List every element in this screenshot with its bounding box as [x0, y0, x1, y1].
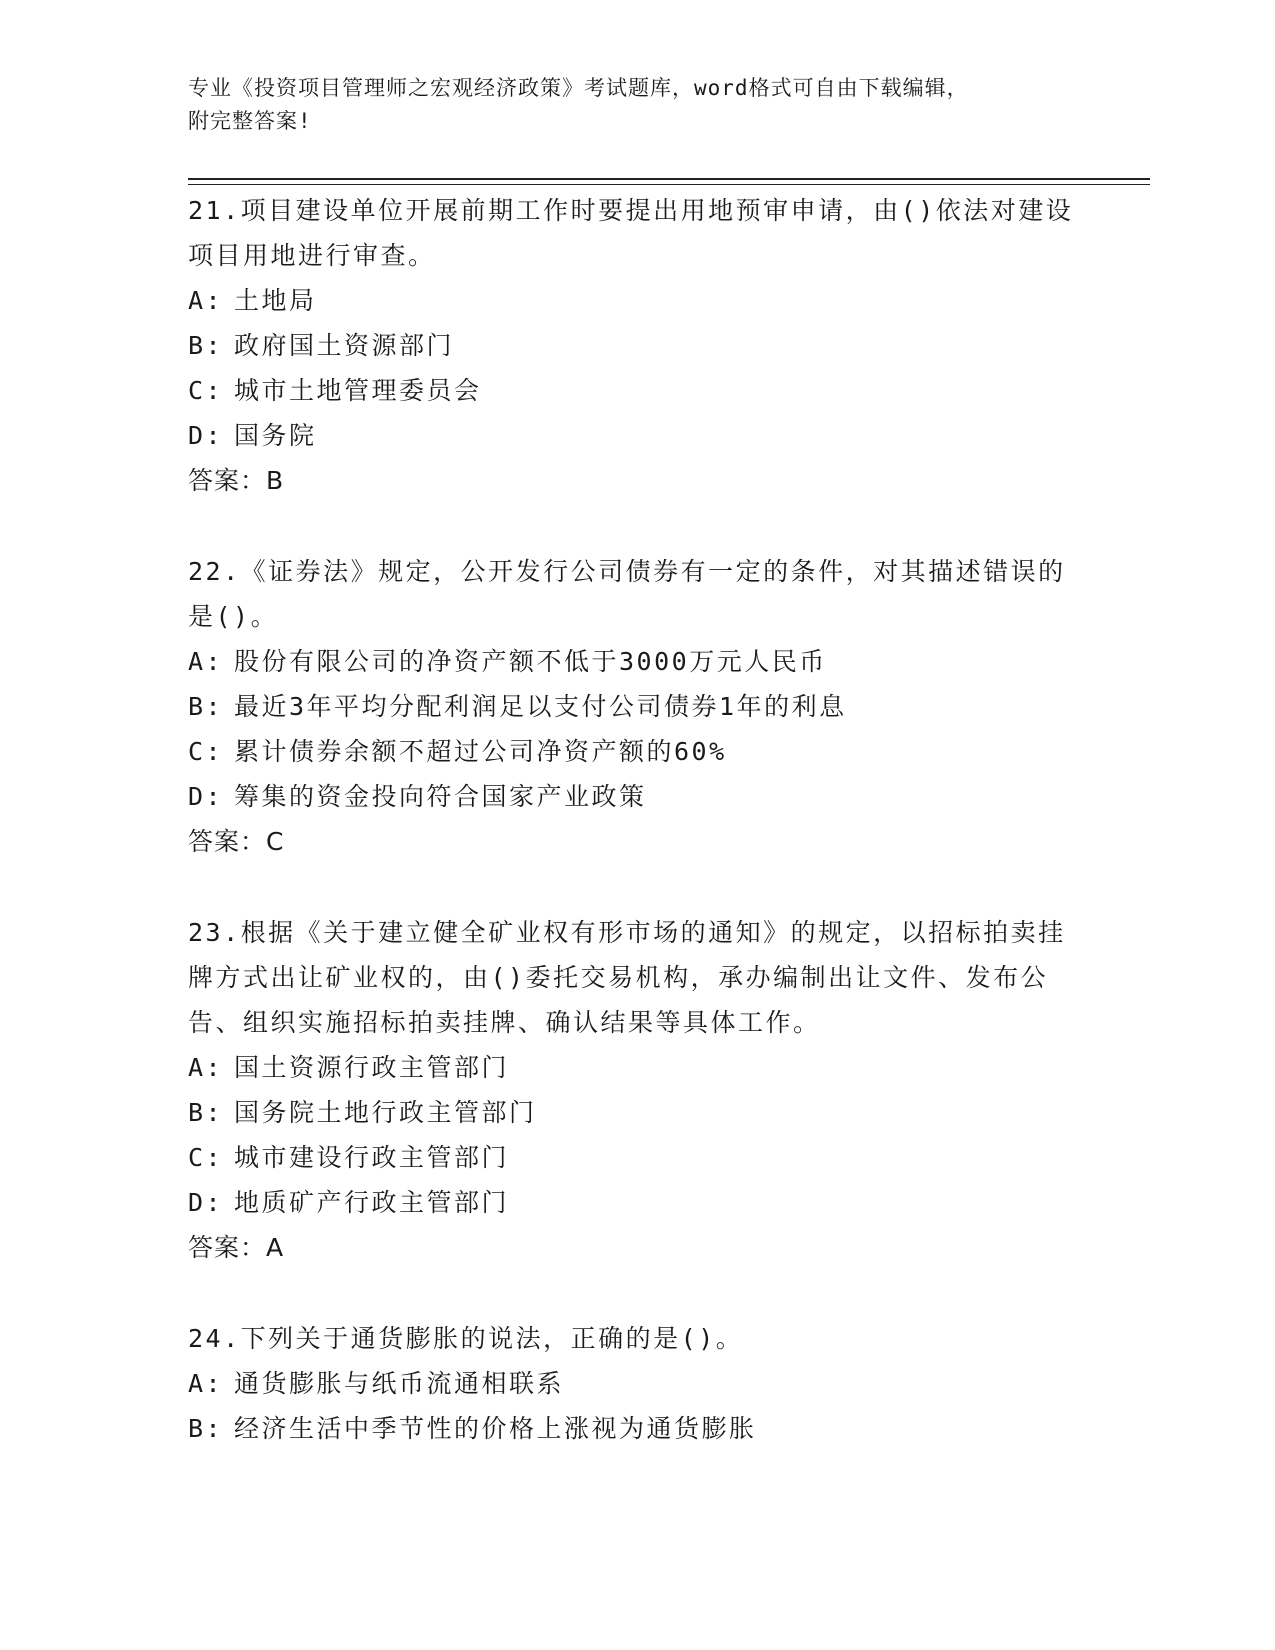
- option-d: [188, 774, 1088, 819]
- question-stem: 24.下列关于通货膨胀的说法，正确的是()。: [188, 1324, 744, 1353]
- answer-line: [188, 819, 1088, 864]
- option-key: A:: [188, 1053, 224, 1082]
- answer-label: 答案：: [188, 827, 267, 856]
- answer-line: [188, 1225, 1088, 1270]
- question-stem: 22.《证券法》规定，公开发行公司债券有一定的条件，对其描述错误的是()。: [188, 557, 1066, 631]
- option-key: B:: [188, 692, 224, 721]
- option-b: [188, 1406, 1088, 1451]
- question-21: [188, 188, 1088, 503]
- answer-label: 答案：: [188, 466, 267, 495]
- option-a: [188, 639, 1088, 684]
- question-list: [188, 188, 1088, 1451]
- option-text: 政府国土资源部门: [234, 331, 455, 360]
- question-stem: 23.根据《关于建立健全矿业权有形市场的通知》的规定，以招标拍卖挂牌方式出让矿业权的，由()委托交易机构，承办编制出让文件、发布公告、组织实施招标拍卖挂牌、确认结果等具体工作。: [188, 918, 1066, 1037]
- option-text: 通货膨胀与纸币流通相联系: [234, 1369, 565, 1398]
- option-a: [188, 278, 1088, 323]
- option-b: [188, 1090, 1088, 1135]
- header-divider-thick: [188, 178, 1150, 180]
- option-b: [188, 323, 1088, 368]
- answer-value: C: [266, 827, 285, 856]
- option-text: 国土资源行政主管部门: [234, 1053, 510, 1082]
- option-c: [188, 1135, 1088, 1180]
- answer-value: A: [266, 1233, 285, 1262]
- option-key: B:: [188, 1098, 224, 1127]
- question-23: [188, 910, 1088, 1270]
- option-text: 国务院: [234, 421, 317, 450]
- answer-label: 答案：: [188, 1233, 267, 1262]
- option-key: D:: [188, 1188, 224, 1217]
- option-text: 国务院土地行政主管部门: [234, 1098, 537, 1127]
- option-d: [188, 1180, 1088, 1225]
- option-key: C:: [188, 737, 224, 766]
- option-c: [188, 729, 1088, 774]
- option-text: 最近3年平均分配利润足以支付公司债券1年的利息: [234, 692, 847, 721]
- option-key: C:: [188, 1143, 224, 1172]
- option-text: 城市建设行政主管部门: [234, 1143, 510, 1172]
- header-divider-thin: [188, 184, 1150, 185]
- option-key: A:: [188, 647, 224, 676]
- question-stem: 21.项目建设单位开展前期工作时要提出用地预审申请，由()依法对建设项目用地进行审查。: [188, 196, 1074, 270]
- option-text: 累计债券余额不超过公司净资产额的60%: [234, 737, 727, 766]
- answer-value: B: [266, 466, 285, 495]
- option-key: D:: [188, 421, 224, 450]
- option-b: [188, 684, 1088, 729]
- answer-line: [188, 458, 1088, 503]
- option-text: 地质矿产行政主管部门: [234, 1188, 510, 1217]
- question-22: [188, 549, 1088, 864]
- option-c: [188, 368, 1088, 413]
- document-header: [188, 72, 1088, 138]
- option-key: B:: [188, 331, 224, 360]
- option-text: 土地局: [234, 286, 317, 315]
- option-text: 城市土地管理委员会: [234, 376, 482, 405]
- question-24: [188, 1316, 1088, 1451]
- header-line-1: 专业《投资项目管理师之宏观经济政策》考试题库，word格式可自由下载编辑，: [188, 76, 969, 100]
- option-key: A:: [188, 1369, 224, 1398]
- header-line-2: 附完整答案!: [188, 109, 312, 133]
- option-text: 经济生活中季节性的价格上涨视为通货膨胀: [234, 1414, 757, 1443]
- option-key: C:: [188, 376, 224, 405]
- option-key: A:: [188, 286, 224, 315]
- option-text: 股份有限公司的净资产额不低于3000万元人民币: [234, 647, 827, 676]
- option-key: B:: [188, 1414, 224, 1443]
- option-key: D:: [188, 782, 224, 811]
- option-a: [188, 1361, 1088, 1406]
- option-a: [188, 1045, 1088, 1090]
- option-d: [188, 413, 1088, 458]
- option-text: 筹集的资金投向符合国家产业政策: [234, 782, 647, 811]
